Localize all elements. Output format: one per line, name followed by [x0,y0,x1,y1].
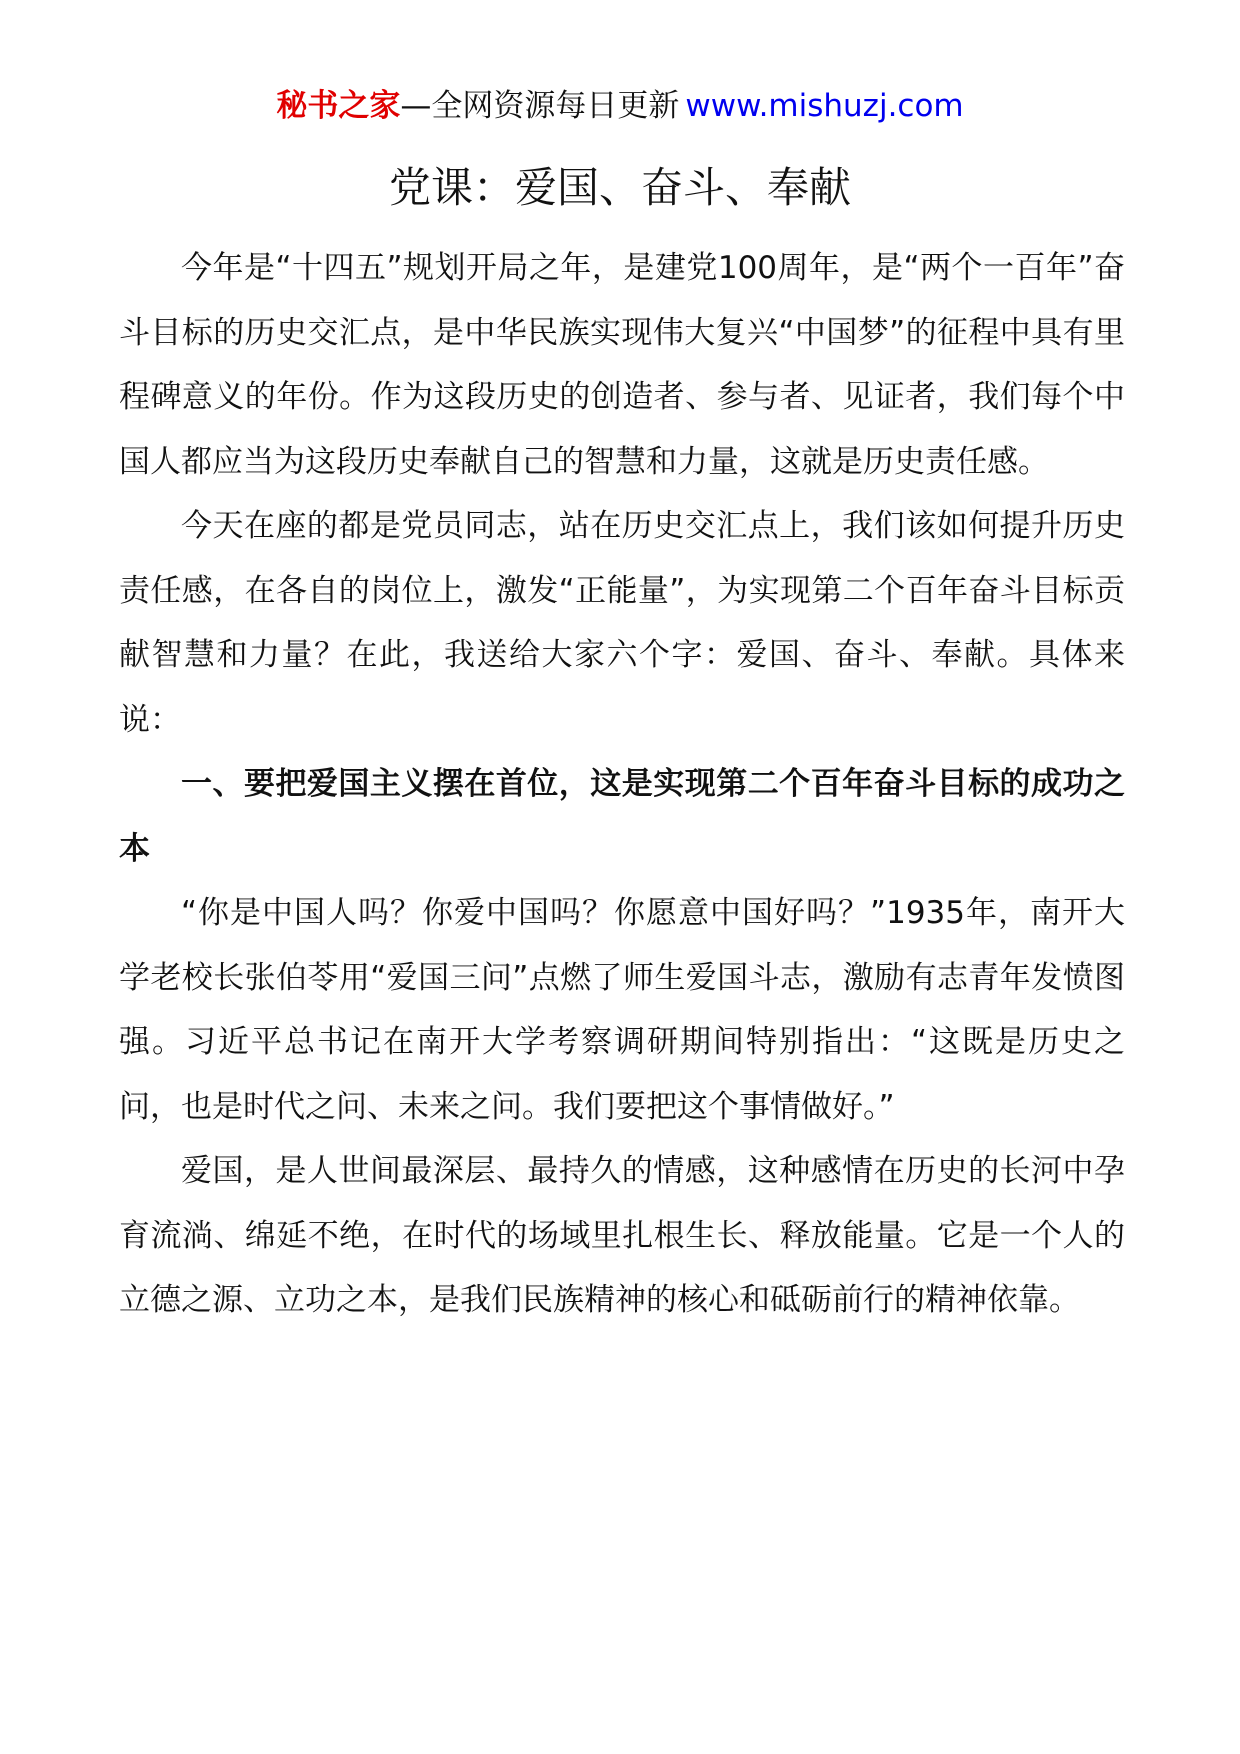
document-title: 党课：爱国、奋斗、奉献 [388,163,851,212]
site-header [0,84,1240,128]
site-url-link[interactable]: www.mishuzj.com [685,88,964,124]
paragraph-question: 今天在座的都是党员同志，站在历史交汇点上，我们该如何提升历史责任感，在各自的岗位上，激发“正能量”，为实现第二个百年奋斗目标贡献智慧和力量？在此，我送给大家六个字：爱国、奋斗、奉献。具体来说： [119,508,1125,738]
brand-name: 秘书之家 [276,88,401,124]
paragraph-patriotism: 爱国，是人世间最深层、最持久的情感，这种感情在历史的长河中孕育流淌、绵延不绝，在时代的场域里扎根生长、释放能量。它是一个人的立德之源、立功之本，是我们民族精神的核心和砥砺前行的精神依靠。 [119,1153,1125,1318]
paragraph-quote: “你是中国人吗？你爱中国吗？你愿意中国好吗？”1935年，南开大学老校长张伯苓用“爱国三问”点燃了师生爱国斗志，激励有志青年发愤图强。习近平总书记在南开大学考察调研期间特别指出：“这既是历史之问，也是时代之问、未来之问。我们要把这个事情做好。” [119,895,1125,1125]
paragraph-intro: 今年是“十四五”规划开局之年，是建党100周年，是“两个一百年”奋斗目标的历史交汇点，是中华民族实现伟大复兴“中国梦”的征程中具有里程碑意义的年份。作为这段历史的创造者、参与者、见证者，我们每个中国人都应当为这段历史奉献自己的智慧和力量，这就是历史责任感。 [119,250,1125,480]
document-body [119,236,1125,1333]
section-heading-1: 一、要把爱国主义摆在首位，这是实现第二个百年奋斗目标的成功之本 [119,766,1125,867]
header-tagline: —全网资源每日更新 [400,88,680,124]
